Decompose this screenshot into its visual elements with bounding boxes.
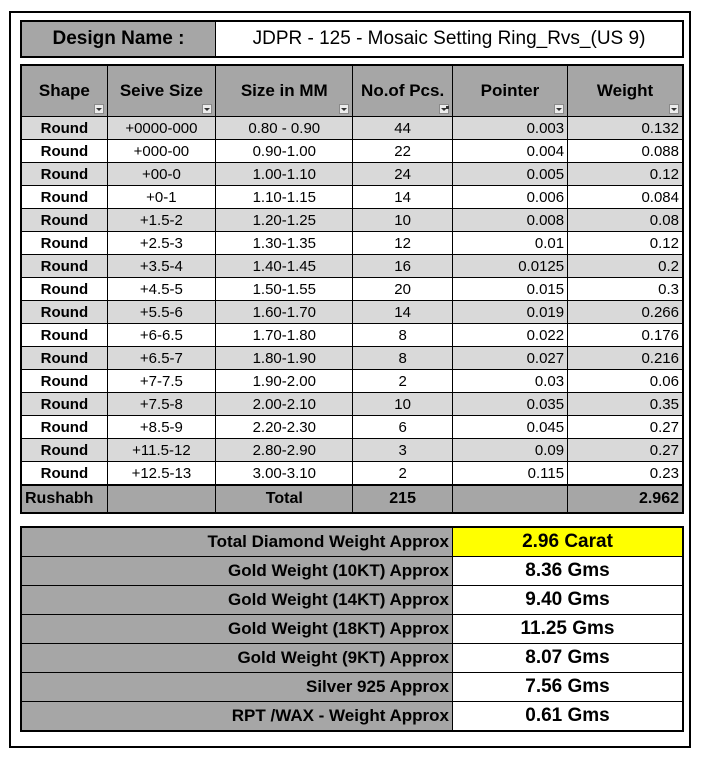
table-row xyxy=(21,140,683,163)
design-name-table xyxy=(20,20,684,58)
shape-cell: Round xyxy=(21,140,107,163)
column-header-weight[interactable] xyxy=(568,65,683,117)
pcs-cell: 44 xyxy=(353,117,452,140)
pointer-cell: 0.003 xyxy=(452,117,567,140)
summary-row xyxy=(21,702,683,732)
size-mm-cell: 0.90-1.00 xyxy=(216,140,353,163)
size-mm-cell: 1.20-1.25 xyxy=(216,209,353,232)
seive-size-cell: +7.5-8 xyxy=(107,393,215,416)
shape-cell: Round xyxy=(21,278,107,301)
size-mm-cell: 2.80-2.90 xyxy=(216,439,353,462)
footer-name: Rushabh xyxy=(21,485,107,513)
seive-size-cell: +00-0 xyxy=(107,163,215,186)
summary-row xyxy=(21,586,683,615)
header-label: Size in MM xyxy=(240,81,328,100)
footer-total-weight: 2.962 xyxy=(568,485,683,513)
seive-size-cell: +2.5-3 xyxy=(107,232,215,255)
seive-size-cell: +3.5-4 xyxy=(107,255,215,278)
seive-size-cell: +0000-000 xyxy=(107,117,215,140)
column-header-seive-size[interactable] xyxy=(107,65,215,117)
summary-body xyxy=(21,527,683,731)
pcs-cell: 10 xyxy=(353,393,452,416)
header-label: No.of Pcs. xyxy=(361,81,445,100)
seive-size-cell: +8.5-9 xyxy=(107,416,215,439)
design-name-value: JDPR - 125 - Mosaic Setting Ring_Rvs_(US 9) xyxy=(216,21,684,57)
footer-empty-cell xyxy=(452,485,567,513)
column-header-size-mm[interactable] xyxy=(216,65,353,117)
total-row xyxy=(21,485,683,513)
summary-value: 11.25 Gms xyxy=(453,615,684,644)
pointer-cell: 0.015 xyxy=(452,278,567,301)
summary-label: Gold Weight (14KT) Approx xyxy=(21,586,453,615)
header-label: Seive Size xyxy=(119,81,203,100)
seive-size-cell: +7-7.5 xyxy=(107,370,215,393)
filter-dropdown-icon[interactable] xyxy=(339,104,349,114)
pointer-cell: 0.01 xyxy=(452,232,567,255)
shape-cell: Round xyxy=(21,324,107,347)
table-row xyxy=(21,278,683,301)
pcs-cell: 2 xyxy=(353,370,452,393)
weight-cell: 0.216 xyxy=(568,347,683,370)
seive-size-cell: +4.5-5 xyxy=(107,278,215,301)
size-mm-cell: 1.30-1.35 xyxy=(216,232,353,255)
seive-size-cell: +6-6.5 xyxy=(107,324,215,347)
table-row xyxy=(21,186,683,209)
shape-cell: Round xyxy=(21,117,107,140)
seive-size-cell: +5.5-6 xyxy=(107,301,215,324)
pcs-cell: 22 xyxy=(353,140,452,163)
pcs-cell: 14 xyxy=(353,186,452,209)
pcs-cell: 8 xyxy=(353,324,452,347)
summary-value: 9.40 Gms xyxy=(453,586,684,615)
summary-value: 8.36 Gms xyxy=(453,557,684,586)
seive-size-cell: +6.5-7 xyxy=(107,347,215,370)
size-mm-cell: 1.50-1.55 xyxy=(216,278,353,301)
pointer-cell: 0.005 xyxy=(452,163,567,186)
seive-size-cell: +0-1 xyxy=(107,186,215,209)
table-body xyxy=(21,117,683,486)
pcs-cell: 10 xyxy=(353,209,452,232)
table-row xyxy=(21,347,683,370)
weight-cell: 0.12 xyxy=(568,232,683,255)
table-row xyxy=(21,117,683,140)
pcs-cell: 20 xyxy=(353,278,452,301)
table-row xyxy=(21,255,683,278)
summary-row xyxy=(21,673,683,702)
pointer-cell: 0.03 xyxy=(452,370,567,393)
shape-cell: Round xyxy=(21,416,107,439)
weight-cell: 0.2 xyxy=(568,255,683,278)
header-label: Weight xyxy=(596,81,654,100)
seive-size-cell: +11.5-12 xyxy=(107,439,215,462)
size-mm-cell: 1.90-2.00 xyxy=(216,370,353,393)
table-row xyxy=(21,232,683,255)
header-label: Pointer xyxy=(480,81,540,100)
weight-cell: 0.084 xyxy=(568,186,683,209)
size-mm-cell: 2.00-2.10 xyxy=(216,393,353,416)
header-label: Shape xyxy=(38,81,90,100)
pcs-cell: 6 xyxy=(353,416,452,439)
size-mm-cell: 1.70-1.80 xyxy=(216,324,353,347)
pointer-cell: 0.027 xyxy=(452,347,567,370)
pcs-cell: 16 xyxy=(353,255,452,278)
pcs-cell: 12 xyxy=(353,232,452,255)
shape-cell: Round xyxy=(21,393,107,416)
stone-details-table xyxy=(20,64,684,514)
weight-cell: 0.132 xyxy=(568,117,683,140)
pcs-cell: 2 xyxy=(353,462,452,486)
seive-size-cell: +12.5-13 xyxy=(107,462,215,486)
size-mm-cell: 1.40-1.45 xyxy=(216,255,353,278)
pointer-cell: 0.09 xyxy=(452,439,567,462)
summary-row xyxy=(21,557,683,586)
size-mm-cell: 1.10-1.15 xyxy=(216,186,353,209)
pointer-cell: 0.004 xyxy=(452,140,567,163)
filter-dropdown-icon[interactable] xyxy=(94,104,104,114)
size-mm-cell: 1.80-1.90 xyxy=(216,347,353,370)
summary-label: Silver 925 Approx xyxy=(21,673,453,702)
weight-cell: 0.06 xyxy=(568,370,683,393)
shape-cell: Round xyxy=(21,186,107,209)
table-row xyxy=(21,439,683,462)
pointer-cell: 0.008 xyxy=(452,209,567,232)
column-header-pointer[interactable] xyxy=(452,65,567,117)
weight-cell: 0.12 xyxy=(568,163,683,186)
pcs-cell: 24 xyxy=(353,163,452,186)
summary-label: Gold Weight (10KT) Approx xyxy=(21,557,453,586)
table-row xyxy=(21,324,683,347)
summary-label: Gold Weight (9KT) Approx xyxy=(21,644,453,673)
shape-cell: Round xyxy=(21,370,107,393)
table-row xyxy=(21,416,683,439)
pointer-cell: 0.022 xyxy=(452,324,567,347)
shape-cell: Round xyxy=(21,439,107,462)
size-mm-cell: 1.60-1.70 xyxy=(216,301,353,324)
size-mm-cell: 1.00-1.10 xyxy=(216,163,353,186)
shape-cell: Round xyxy=(21,209,107,232)
summary-value: 8.07 Gms xyxy=(453,644,684,673)
shape-cell: Round xyxy=(21,255,107,278)
shape-cell: Round xyxy=(21,462,107,486)
pointer-cell: 0.045 xyxy=(452,416,567,439)
size-mm-cell: 3.00-3.10 xyxy=(216,462,353,486)
table-row xyxy=(21,393,683,416)
shape-cell: Round xyxy=(21,163,107,186)
summary-table xyxy=(20,526,684,732)
pcs-cell: 8 xyxy=(353,347,452,370)
footer-empty-cell xyxy=(107,485,215,513)
filter-dropdown-icon[interactable] xyxy=(669,104,679,114)
table-row xyxy=(21,209,683,232)
summary-row xyxy=(21,615,683,644)
seive-size-cell: +1.5-2 xyxy=(107,209,215,232)
weight-cell: 0.176 xyxy=(568,324,683,347)
weight-cell: 0.088 xyxy=(568,140,683,163)
size-mm-cell: 2.20-2.30 xyxy=(216,416,353,439)
table-header-row xyxy=(21,65,683,117)
pointer-cell: 0.115 xyxy=(452,462,567,486)
footer-total-label: Total xyxy=(216,485,353,513)
weight-cell: 0.23 xyxy=(568,462,683,486)
pointer-cell: 0.019 xyxy=(452,301,567,324)
summary-value: 0.61 Gms xyxy=(453,702,684,732)
table-row xyxy=(21,370,683,393)
pointer-cell: 0.035 xyxy=(452,393,567,416)
summary-label: Total Diamond Weight Approx xyxy=(21,527,453,557)
weight-cell: 0.08 xyxy=(568,209,683,232)
summary-label: Gold Weight (18KT) Approx xyxy=(21,615,453,644)
pcs-cell: 3 xyxy=(353,439,452,462)
column-header-pcs[interactable] xyxy=(353,65,452,117)
weight-cell: 0.27 xyxy=(568,439,683,462)
weight-cell: 0.27 xyxy=(568,416,683,439)
filter-dropdown-icon[interactable] xyxy=(202,104,212,114)
table-row xyxy=(21,301,683,324)
summary-row xyxy=(21,527,683,557)
column-header-shape[interactable] xyxy=(21,65,107,117)
weight-cell: 0.266 xyxy=(568,301,683,324)
filter-dropdown-icon[interactable] xyxy=(554,104,564,114)
shape-cell: Round xyxy=(21,232,107,255)
weight-cell: 0.3 xyxy=(568,278,683,301)
seive-size-cell: +000-00 xyxy=(107,140,215,163)
shape-cell: Round xyxy=(21,347,107,370)
table-row xyxy=(21,163,683,186)
pointer-cell: 0.006 xyxy=(452,186,567,209)
size-mm-cell: 0.80 - 0.90 xyxy=(216,117,353,140)
footer-total-pcs: 215 xyxy=(353,485,452,513)
summary-value: 2.96 Carat xyxy=(453,527,684,557)
design-name-label: Design Name : xyxy=(21,21,216,57)
weight-cell: 0.35 xyxy=(568,393,683,416)
pointer-cell: 0.0125 xyxy=(452,255,567,278)
summary-label: RPT /WAX - Weight Approx xyxy=(21,702,453,732)
summary-value: 7.56 Gms xyxy=(453,673,684,702)
table-row xyxy=(21,462,683,486)
filter-active-icon[interactable] xyxy=(439,104,449,114)
pcs-cell: 14 xyxy=(353,301,452,324)
summary-row xyxy=(21,644,683,673)
shape-cell: Round xyxy=(21,301,107,324)
